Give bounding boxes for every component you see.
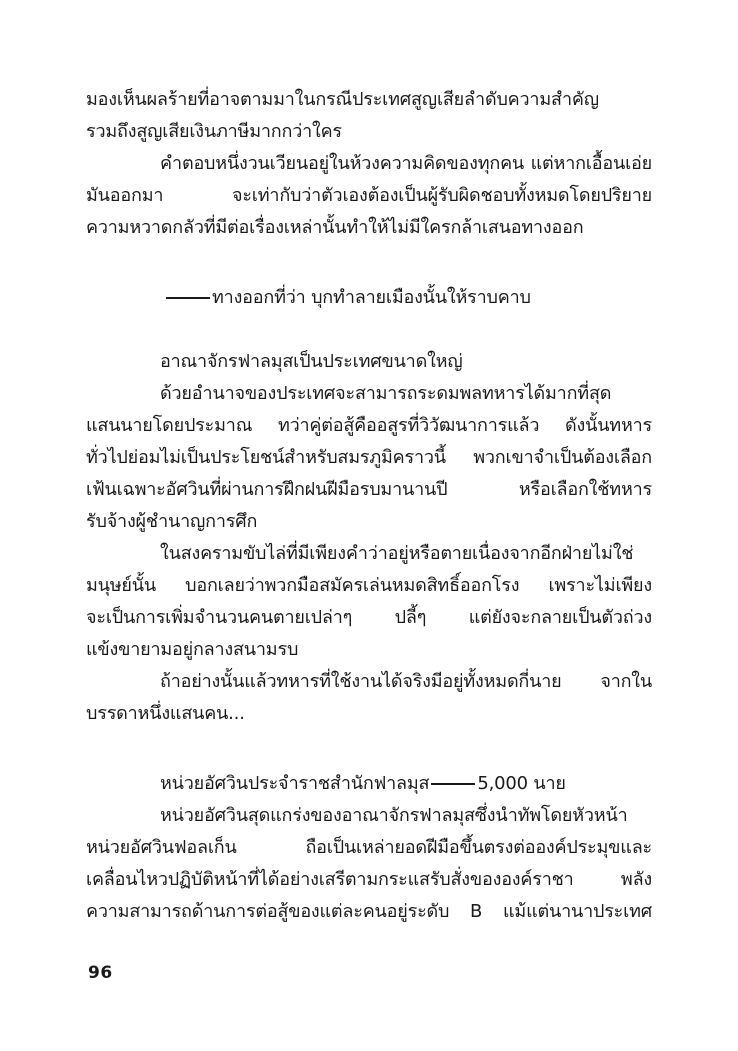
text-line: ความหวาดกลัวที่มีต่อเรื่องเหล่านั้นทำให้ไม่มีใครกล้าเสนอทางออก [86, 217, 584, 238]
unit-count: 5,000 นาย [477, 773, 566, 794]
text-line: มองเห็นผลร้ายที่อาจตามมาในกรณีประเทศสูญเสียลำดับความสำคัญ [86, 89, 599, 110]
text-line: เคลื่อนไหวปฏิบัติหน้าที่ได้อย่างเสรีตามกระแสรับสั่งขององค์ราชา พลัง [86, 869, 652, 890]
unit-heading-line [86, 768, 652, 800]
text-line: ถ้าอย่างนั้นแล้วทหารที่ใช้งานได้จริงมีอยู่ทั้งหมดกี่นาย จากใน [160, 671, 652, 692]
text-line: ในสงครามขับไล่ที่มีเพียงคำว่าอยู่หรือตายเนื่องจากอีกฝ่ายไม่ใช่ [160, 543, 634, 564]
text-line: ความสามารถด้านการต่อสู้ของแต่ละคนอยู่ระดับ B แม้แต่นานาประเทศ [86, 901, 652, 922]
text-line: เฟ้นเฉพาะอัศวินที่ผ่านการฝึกฝนฝีมือรบมานานปี หรือเลือกใช้ทหาร [86, 479, 652, 500]
text-line: มันออกมา จะเท่ากับว่าตัวเองต้องเป็นผู้รับผิดชอบทั้งหมดโดยปริยาย [86, 185, 652, 206]
text-line: หน่วยอัศวินฟอลเก็น ถือเป็นเหล่ายอดฝีมือขึ้นตรงต่อองค์ประมุขและ [86, 837, 652, 858]
text-line: บรรดาหนึ่งแสนคน... [86, 703, 245, 724]
emphasis-line [86, 282, 652, 314]
text-line: หน่วยอัศวินสุดแกร่งของอาณาจักรฟาลมุสซึ่งนำทัพโดยหัวหน้า [160, 805, 628, 826]
unit-name: หน่วยอัศวินประจำราชสำนักฟาลมุส [160, 773, 430, 794]
text-line: ด้วยอำนาจของประเทศจะสามารถระดมพลทหารได้มากที่สุด [160, 383, 612, 404]
page-number: 96 [88, 963, 113, 983]
text-line: จะเป็นการเพิ่มจำนวนคนตายเปล่าๆ ปลี้ๆ แต่ยังจะกลายเป็นตัวถ่วง [86, 607, 652, 628]
text-line: รับจ้างผู้ชำนาญการศึก [86, 511, 258, 532]
text-line: ทั่วไปย่อมไม่เป็นประโยชน์สำหรับสมรภูมิคราวนี้ พวกเขาจำเป็นต้องเลือก [86, 447, 652, 468]
text-line: มนุษย์นั้น บอกเลยว่าพวกมือสมัครเล่นหมดสิทธิ์ออกโรง เพราะไม่เพียง [86, 575, 652, 596]
emphasis-text: ทางออกที่ว่า บุกทำลายเมืองนั้นให้ราบคาบ [212, 287, 531, 308]
em-dash-rule [431, 783, 475, 785]
text-line: แข้งขายามอยู่กลางสนามรบ [86, 639, 299, 660]
text-line: อาณาจักรฟาลมุสเป็นประเทศขนาดใหญ่ [160, 351, 463, 372]
text-line: คำตอบหนึ่งวนเวียนอยู่ในห้วงความคิดของทุกคน แต่หากเอื้อนเอ่ย [160, 153, 652, 174]
text-line: รวมถึงสูญเสียเงินภาษีมากกว่าใคร [86, 121, 342, 142]
text-line: แสนนายโดยประมาณ ทว่าคู่ต่อสู้คืออสูรที่วิวัฒนาการแล้ว ดังนั้นทหาร [86, 415, 652, 436]
em-dash-rule [166, 297, 210, 299]
